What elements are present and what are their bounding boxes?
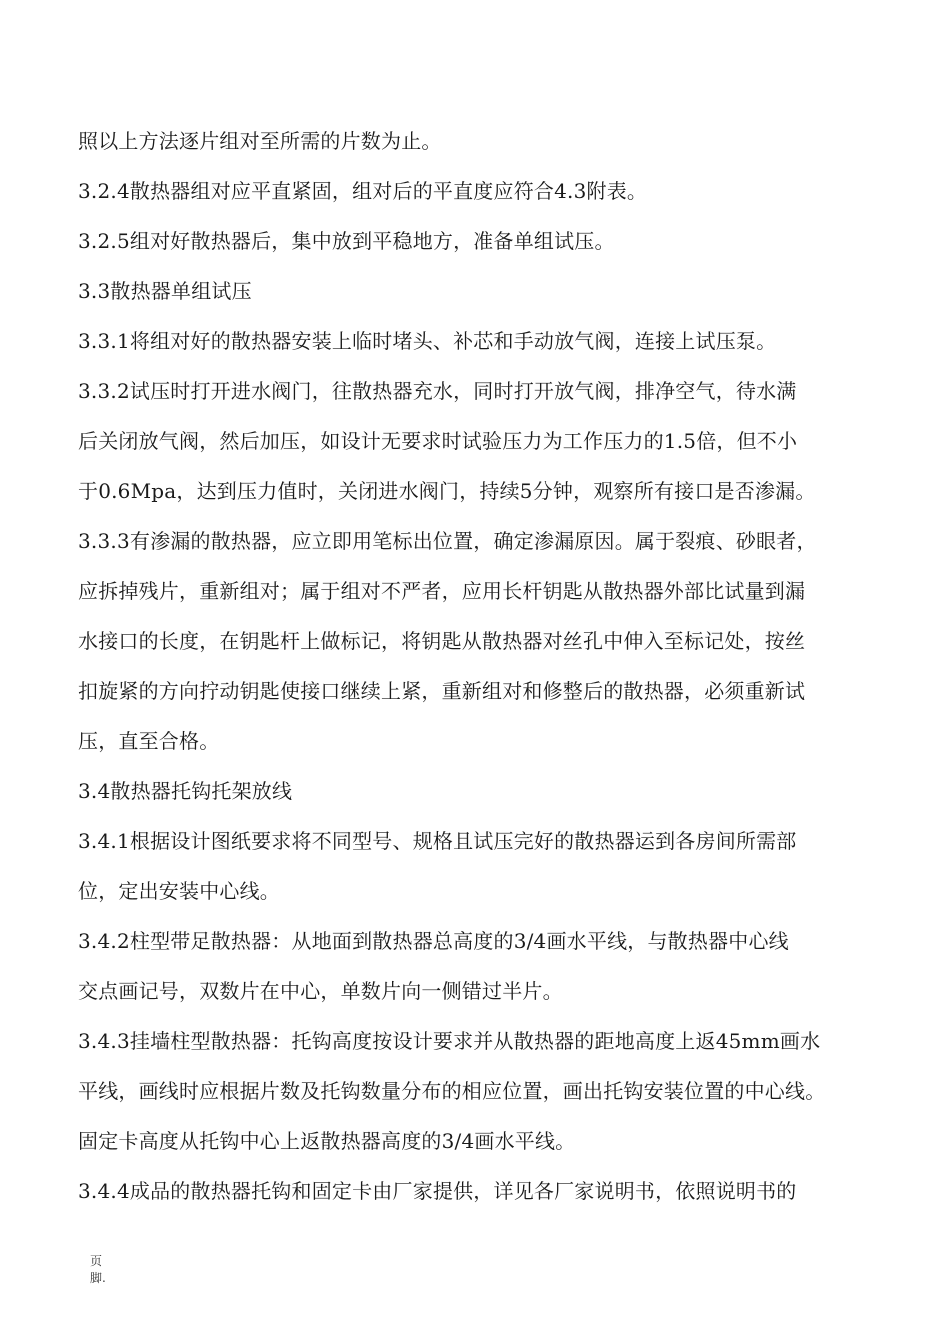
footer-text: 脚. — [90, 1271, 106, 1285]
page-footer — [90, 1253, 106, 1287]
paragraph-line: 后关闭放气阀，然后加压，如设计无要求时试验压力为工作压力的1.5倍，但不小 — [78, 429, 798, 453]
paragraph-line: 3.4.1根据设计图纸要求将不同型号、规格且试压完好的散热器运到各房间所需部 — [78, 829, 797, 853]
paragraph-line: 水接口的长度，在钥匙杆上做标记，将钥匙从散热器对丝孔中伸入至标记处，按丝 — [78, 629, 806, 653]
paragraph-line: 照以上方法逐片组对至所需的片数为止。 — [78, 129, 442, 153]
paragraph-line: 于0.6Mpa，达到压力值时，关闭进水阀门，持续5分钟，观察所有接口是否渗漏。 — [78, 479, 816, 503]
section-heading: 3.3散热器单组试压 — [78, 279, 252, 303]
paragraph-line: 压，直至合格。 — [78, 729, 220, 753]
paragraph-line: 3.4.2柱型带足散热器：从地面到散热器总高度的3/4画水平线，与散热器中心线 — [78, 929, 789, 953]
paragraph-line: 3.2.4散热器组对应平直紧固，组对后的平直度应符合4.3附表。 — [78, 179, 648, 203]
paragraph-line: 扣旋紧的方向拧动钥匙使接口继续上紧，重新组对和修整后的散热器，必须重新试 — [78, 679, 806, 703]
paragraph-line: 固定卡高度从托钩中心上返散热器高度的3/4画水平线。 — [78, 1129, 576, 1153]
paragraph-line: 3.3.2试压时打开进水阀门，往散热器充水，同时打开放气阀，排净空气，待水满 — [78, 379, 797, 403]
paragraph-line: 3.2.5组对好散热器后，集中放到平稳地方，准备单组试压。 — [78, 229, 615, 253]
paragraph-line: 平线，画线时应根据片数及托钩数量分布的相应位置，画出托钩安装位置的中心线。 — [78, 1079, 826, 1103]
document-body — [78, 116, 898, 1216]
paragraph-line: 应拆掉残片，重新组对；属于组对不严者，应用长杆钥匙从散热器外部比试量到漏 — [78, 579, 806, 603]
section-heading: 3.4散热器托钩托架放线 — [78, 779, 293, 803]
paragraph-line: 3.3.1将组对好的散热器安装上临时堵头、补芯和手动放气阀，连接上试压泵。 — [78, 329, 777, 353]
paragraph-line: 交点画记号，双数片在中心，单数片向一侧错过半片。 — [78, 979, 563, 1003]
paragraph-line: 3.3.3有渗漏的散热器，应立即用笔标出位置，确定渗漏原因。属于裂痕、砂眼者， — [78, 529, 817, 553]
footer-text: 页 — [90, 1254, 103, 1268]
paragraph-line: 3.4.4成品的散热器托钩和固定卡由厂家提供，详见各厂家说明书，依照说明书的 — [78, 1179, 797, 1203]
paragraph-line: 位，定出安装中心线。 — [78, 879, 280, 903]
paragraph-line: 3.4.3挂墙柱型散热器：托钩高度按设计要求并从散热器的距地高度上返45mm画水 — [78, 1029, 821, 1053]
